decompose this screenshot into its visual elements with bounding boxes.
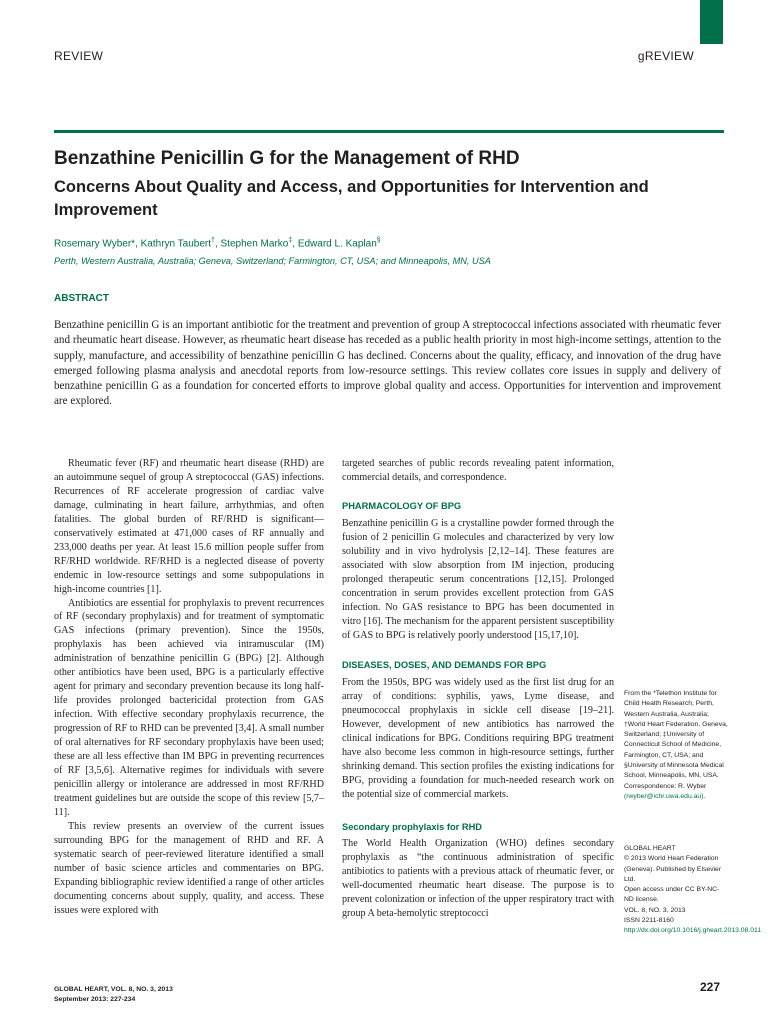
sidebar-publication-info — [624, 844, 762, 937]
doi-link[interactable]: http://dx.doi.org/10.1016/j.gheart.2013.08.011 — [624, 927, 762, 935]
author-name[interactable]: Rosemary Wyber — [54, 238, 132, 250]
open-access-license-link[interactable]: Open access under CC BY-NC-ND license. — [624, 886, 720, 904]
body-column-right — [342, 457, 614, 921]
body-paragraph: Benzathine penicillin G is a crystalline powder formed through the fusion of 2 penicillin G molecules and characterized by very low solubility and in vivo hydrolysis [2,12–14]. These features are associated with slow absorption from IM injection, producing prolonged therapeutic serum concentrations [12,15]. Prolonged concentration in serum provides excellent protection from GAS infection. No GAS resistance to BPG has been documented in vitro [16]. The mechanism for the apparent persistent susceptibility of GAS to BPG is relatively poorly understood [15,17,10]. — [342, 517, 614, 641]
body-paragraph: The World Health Organization (WHO) defines secondary prophylaxis as “the continuous administration of specific antibiotics to patients with a previous attack of rheumatic fever, or well-documented rheumatic heart disease. The purpose is to prevent colonization or infection of the upper respiratory tract with group A beta-hemolytic streptococci — [342, 838, 614, 919]
affiliation-line: Perth, Western Australia, Australia; Geneva, Switzerland; Farmington, CT, USA; and Minneapolis, MN, USA — [54, 256, 491, 266]
article-title: Benzathine Penicillin G for the Management of RHD — [54, 148, 520, 169]
body-paragraph: From the 1950s, BPG was widely used as the first list drug for an array of conditions: syphilis, yaws, Lyme disease, and pneumococcal prophylaxis in sickle cell disease [19–21]. However, development of new antibiotics has narrowed the clinical indications for BPG. Conditions requiring BPG treatment have also become less common in high-resource settings, further shrinking demand. This section profiles the existing indications for BPG, providing a foundation for much-needed research work on the potential size of commercial markets. — [342, 677, 614, 801]
page-number: 227 — [699, 980, 720, 994]
green-tab-decoration — [700, 0, 723, 44]
section-heading-diseases: DISEASES, DOSES, AND DEMANDS FOR BPG — [342, 660, 547, 671]
author-mark: ‡ — [288, 237, 293, 244]
body-paragraph: targeted searches of public records revealing patent information, commercial details, and correspondence. — [342, 458, 614, 483]
body-paragraph: Antibiotics are essential for prophylaxis to prevent recurrences of RF (secondary prophylaxis) and for treatment of symptomatic GAS infections (primary prevention). Since the 1950s, prophylaxis has been achieved via intramuscular (IM) administration of benzathine penicillin G (BPG) [2]. Although other antibiotics have been used, BPG is a particularly effective agent for primary and secondary prevention because its long half-life provides prolonged bactericidal protection from GAS infection. With effective secondary prophylaxis recurrence, the progression of RF to RHD can be prevented [3,4]. A small number of oral alternatives for RF secondary prophylaxis have been used; these are all less effective than IM BPG in preventing recurrences of RF [3,5,6]. Alternative regimes for individuals with severe penicillin allergy or intolerance are addressed in most RF/RHD treatment guidelines but are outside the scope of this review [5,7–11]. — [54, 597, 324, 818]
section-heading-secondary-prophylaxis: Secondary prophylaxis for RHD — [342, 822, 483, 833]
article-subtitle: Concerns About Quality and Access, and Opportunities for Intervention and Improvement — [54, 178, 649, 219]
footer-citation — [54, 985, 173, 1005]
body-paragraph: Rheumatic fever (RF) and rheumatic heart disease (RHD) are an autoimmune sequel of group A streptococcal (GAS) infections. Recurrences of RF accelerate progression of cardiac valve damage, culminating in heart failure, arrhythmias, and often fatalities. The global burden of RF/RHD is significant—conservatively estimated at 471,000 cases of RF annually and 233,000 deaths per year. At least 15.6 million people suffer from RF/RHD worldwide. RF/RHD is a neglected disease of poverty endemic in low-resource settings and some subpopulations in high-income countries [1]. — [54, 458, 324, 595]
running-header-right: gREVIEW — [637, 49, 694, 63]
author-mark: * — [131, 238, 136, 250]
author-name[interactable]: Edward L. Kaplan — [297, 238, 377, 250]
abstract-heading: ABSTRACT — [54, 293, 109, 304]
author-mark: § — [376, 237, 381, 244]
journal-name: GLOBAL HEART — [624, 845, 676, 852]
body-paragraph: This review presents an overview of the current issues surrounding BPG for the management of RHD and RF. A systematic search of peer-reviewed literature identified a small number of basic science articles and commentaries on BPG. Expanding bibliographic review identified a range of other articles documenting concerns about supply, quality, and access. These issues were explored with — [54, 820, 324, 916]
footer-journal-line: GLOBAL HEART, VOL. 8, NO. 3, 2013 — [54, 986, 173, 993]
sidebar-affiliations — [624, 689, 729, 802]
author-list: Rosemary Wyber*, Kathryn Taubert†, Stephen Marko‡, Edward L. Kaplan§ — [54, 237, 381, 250]
title-rule — [54, 130, 724, 133]
author-name[interactable]: Stephen Marko — [220, 238, 289, 250]
running-header-left: REVIEW — [54, 49, 104, 63]
section-heading-pharmacology: PHARMACOLOGY OF BPG — [342, 500, 462, 511]
author-name[interactable]: Kathryn Taubert — [140, 238, 212, 250]
body-column-left — [54, 457, 324, 917]
volume-info: VOL. 8, NO. 3, 2013 — [624, 906, 686, 914]
author-mark: † — [211, 237, 215, 244]
footer-date-line: September 2013: 227-234 — [54, 996, 136, 1003]
issn: ISSN 2211-8160 — [624, 917, 674, 925]
affiliations-note: From the *Telethon Institute for Child Health Research, Perth, Western Australia, Australia; †World Heart Federation, Geneva, Switzerland; ‡University of Connecticut School of Medicine, Farmington, CT, USA; and §University of Minnesota Medical School, Minneapolis, MN, USA. Correspondence: R. Wyber — [624, 690, 728, 790]
copyright-notice: © 2013 World Heart Federation (Geneva). Published by Elsevier Ltd. — [624, 855, 722, 883]
abstract-text: Benzathine penicillin G is an important antibiotic for the treatment and prevention of group A streptococcal infections associated with rheumatic fever and rheumatic heart disease. However, as rheumatic heart disease has receded as a public health priority in most high-income settings, attention to the supply, manufacture, and accessibility of benzathine penicillin G has declined. Concerns about the quality, efficacy, and innovation of the drug have emerged following plasma analysis and anecdotal reports from low-resource settings. This review collates core issues in supply and delivery of benzathine penicillin G as a foundation for concerted efforts to improve global quality and access. Opportunities for intervention and improvement are explored. — [54, 319, 721, 408]
correspondence-email-link[interactable]: (rwyber@ichr.uwa.edu.au). — [624, 792, 706, 800]
